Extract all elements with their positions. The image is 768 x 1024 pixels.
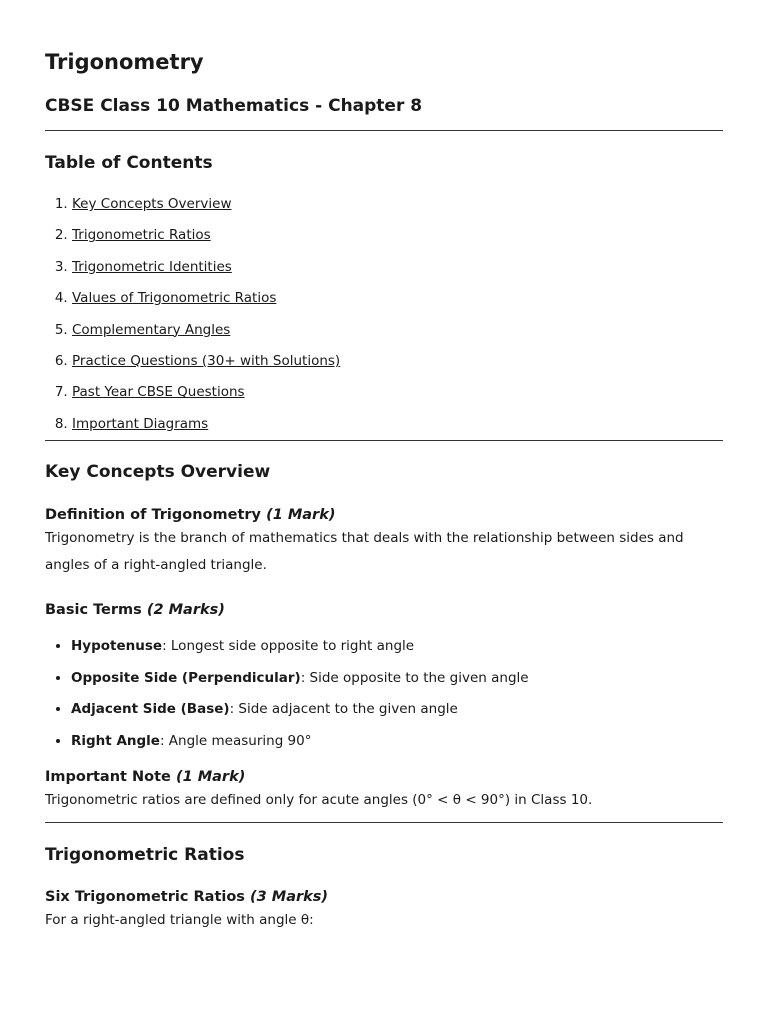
toc-link-diagrams[interactable]: Important Diagrams xyxy=(72,415,209,432)
toc-item xyxy=(72,189,723,220)
six-ratios-text: For a right-angled triangle with angle θ: xyxy=(45,911,314,928)
definition-text: Trigonometry is the branch of mathematics that deals with the relationship between sides and angles of a right-angled triangle. xyxy=(45,530,684,573)
six-ratios-heading xyxy=(45,887,723,907)
toc-link-practice[interactable]: Practice Questions (30+ with Solutions) xyxy=(72,352,341,369)
toc-item xyxy=(72,315,723,346)
toc-item xyxy=(72,283,723,314)
page-title: Trigonometry xyxy=(45,50,204,74)
toc-item xyxy=(72,220,723,251)
trig-ratios-heading: Trigonometric Ratios xyxy=(45,844,245,865)
definition-title: Definition of Trigonometry xyxy=(45,507,261,524)
key-concepts-heading: Key Concepts Overview xyxy=(45,462,271,483)
toc-item xyxy=(72,377,723,408)
term-desc: : Angle measuring 90° xyxy=(159,732,312,749)
toc-link-past-year[interactable]: Past Year CBSE Questions xyxy=(72,384,245,401)
term-desc: : Side adjacent to the given angle xyxy=(229,701,458,718)
toc-link-trig-identities[interactable]: Trigonometric Identities xyxy=(72,258,232,275)
basic-terms-list xyxy=(45,631,723,757)
toc-heading: Table of Contents xyxy=(45,153,213,173)
definition-marks: (1 Mark) xyxy=(266,507,336,524)
definition-heading xyxy=(45,505,723,525)
list-item xyxy=(71,726,723,758)
divider xyxy=(45,130,723,131)
note-marks: (1 Mark) xyxy=(175,769,246,786)
toc-link-key-concepts[interactable]: Key Concepts Overview xyxy=(72,196,232,212)
term-desc: : Side opposite to the given angle xyxy=(300,669,529,686)
note-heading xyxy=(45,767,723,787)
list-item xyxy=(71,631,723,663)
note-title: Important Note xyxy=(45,769,171,786)
basic-terms-marks: (2 Marks) xyxy=(146,602,225,619)
six-ratios-title: Six Trigonometric Ratios xyxy=(45,888,245,905)
toc-link-values[interactable]: Values of Trigonometric Ratios xyxy=(72,290,277,307)
term-name: Adjacent Side (Base) xyxy=(71,701,230,718)
six-ratios-marks: (3 Marks) xyxy=(250,888,329,905)
divider xyxy=(45,822,723,823)
toc-item xyxy=(72,346,723,377)
basic-terms-title: Basic Terms xyxy=(45,602,142,619)
table-of-contents xyxy=(45,189,723,440)
term-desc: : Longest side opposite to right angle xyxy=(162,638,415,655)
list-item xyxy=(71,663,723,695)
term-name: Right Angle xyxy=(71,732,160,749)
toc-item xyxy=(72,252,723,283)
divider xyxy=(45,440,723,441)
toc-link-trig-ratios[interactable]: Trigonometric Ratios xyxy=(72,227,211,244)
term-name: Opposite Side (Perpendicular) xyxy=(71,669,301,686)
basic-terms-heading xyxy=(45,600,723,620)
toc-item xyxy=(72,409,723,440)
term-name: Hypotenuse xyxy=(71,638,163,655)
list-item xyxy=(71,694,723,726)
toc-link-complementary[interactable]: Complementary Angles xyxy=(72,321,231,338)
page-subtitle: CBSE Class 10 Mathematics - Chapter 8 xyxy=(45,96,423,116)
note-text: Trigonometric ratios are defined only for acute angles (0° < θ < 90°) in Class 10. xyxy=(45,792,593,809)
